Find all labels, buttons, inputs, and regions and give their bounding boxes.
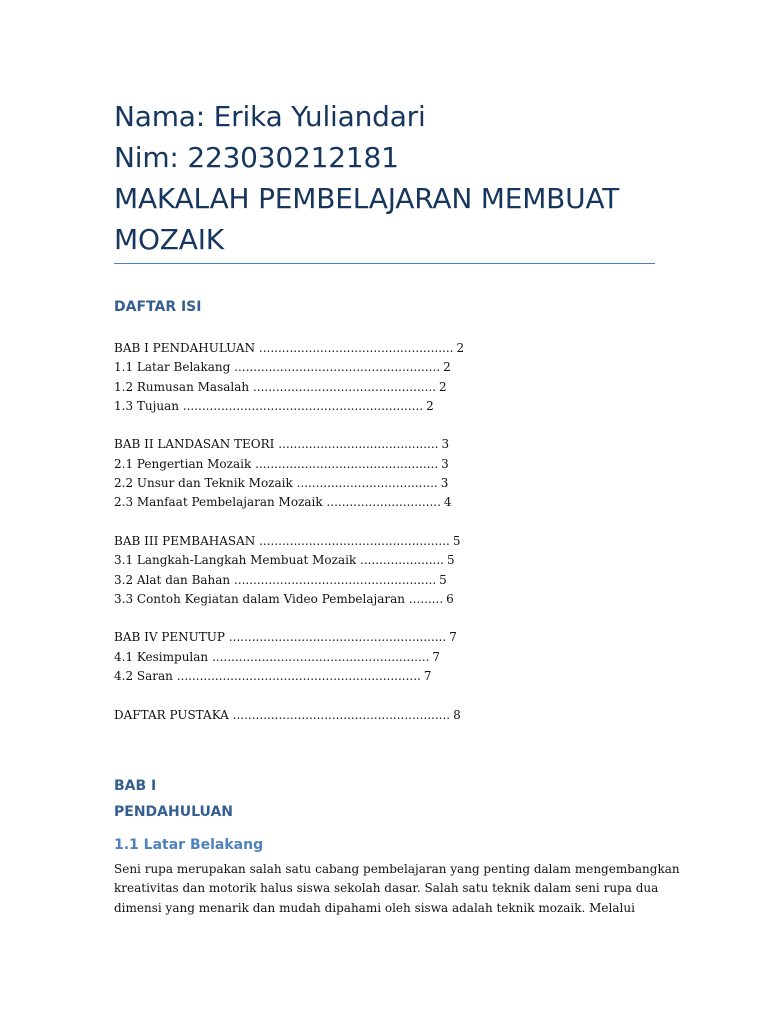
toc-entry[interactable] [114, 435, 654, 454]
toc-group [114, 628, 654, 686]
toc-entry-page: 2 [443, 360, 451, 375]
toc-entry-page: 5 [452, 533, 461, 548]
toc-entry[interactable] [114, 493, 654, 512]
student-name: Nama: Erika Yuliandari [114, 100, 426, 133]
chapter-heading [114, 773, 233, 825]
toc-entry-label: BAB II LANDASAN TEORI [114, 437, 275, 452]
toc-entry-page: 3 [441, 437, 450, 452]
table-of-contents [114, 339, 654, 744]
toc-entry-label: 3.3 Contoh Kegiatan dalam Video Pembelajaran [114, 591, 405, 606]
toc-entry-label: BAB I PENDAHULUAN [114, 341, 256, 355]
toc-entry-leader: ...................................................... [234, 360, 441, 375]
chapter-number: BAB I [114, 778, 157, 794]
toc-entry-label: 3.1 Langkah-Langkah Membuat Mozaik [114, 553, 357, 568]
toc-entry-leader: ......... [408, 591, 444, 606]
toc-entry-leader: .......................................... [278, 437, 439, 452]
toc-entry-label: 1.2 Rumusan Masalah [114, 379, 250, 394]
toc-entry[interactable] [114, 628, 654, 647]
toc-entry-leader: ......................................................... [228, 630, 447, 645]
toc-entry[interactable] [114, 378, 654, 397]
document-title-block [114, 96, 674, 260]
toc-entry-leader: ..................................... [296, 476, 438, 491]
title-underline [114, 263, 655, 264]
toc-entry[interactable] [114, 397, 654, 416]
toc-entry-leader: .............................. [326, 495, 441, 510]
toc-entry-leader: ...................... [360, 553, 444, 568]
toc-entry-leader: .................................................. [259, 533, 450, 548]
toc-entry[interactable] [114, 339, 654, 358]
toc-heading: DAFTAR ISI [114, 299, 202, 315]
toc-entry[interactable] [114, 455, 654, 474]
toc-group [114, 435, 654, 512]
toc-entry-leader: ................................................................ [176, 669, 421, 684]
toc-group [114, 532, 654, 609]
paragraph-line: kreativitas dan motorik halus siswa sekolah dasar. Salah satu teknik dalam seni rupa dua [114, 881, 659, 896]
student-nim: Nim: 223030212181 [114, 141, 399, 174]
toc-entry-leader: ............................................................... [182, 398, 424, 413]
toc-group [114, 339, 654, 416]
toc-entry-page: 2 [426, 398, 434, 413]
toc-entry-label: 2.2 Unsur dan Teknik Mozaik [114, 476, 293, 491]
toc-entry[interactable] [114, 532, 654, 551]
toc-entry-label: 4.1 Kesimpulan [114, 649, 209, 664]
toc-entry-leader: ..................................................... [233, 572, 437, 587]
toc-entry-page: 4 [443, 495, 452, 510]
toc-entry-label: 3.2 Alat dan Bahan [114, 572, 231, 587]
toc-entry[interactable] [114, 551, 654, 570]
toc-entry-leader: ......................................................... [232, 707, 451, 722]
toc-group [114, 706, 654, 725]
toc-entry-page: 5 [439, 572, 447, 587]
chapter-title: PENDAHULUAN [114, 804, 233, 820]
toc-entry-page: 3 [441, 456, 449, 471]
toc-entry[interactable] [114, 590, 654, 609]
toc-entry-label: 1.3 Tujuan [114, 398, 179, 413]
toc-entry[interactable] [114, 571, 654, 590]
toc-entry[interactable] [114, 667, 654, 686]
toc-entry[interactable] [114, 706, 654, 725]
toc-entry-label: 2.3 Manfaat Pembelajaran Mozaik [114, 495, 323, 510]
toc-entry[interactable] [114, 474, 654, 493]
paragraph-line: dimensi yang menarik dan mudah dipahami oleh siswa adalah teknik mozaik. Melalui [114, 900, 635, 915]
toc-entry-page: 7 [423, 669, 432, 684]
toc-entry-label: 2.1 Pengertian Mozaik [114, 456, 252, 471]
toc-entry-label: 4.2 Saran [114, 669, 173, 684]
toc-entry-label: 1.1 Latar Belakang [114, 360, 231, 375]
section-paragraph [114, 860, 680, 918]
toc-entry-leader: ................................................ [255, 456, 439, 471]
toc-entry-leader: ................................................ [252, 379, 437, 394]
toc-entry-page: 7 [449, 630, 457, 645]
toc-entry-page: 2 [439, 379, 447, 394]
toc-entry-page: 8 [453, 707, 461, 722]
toc-entry-label: BAB III PEMBAHASAN [114, 533, 256, 548]
paper-title-line-1: MAKALAH PEMBELAJARAN MEMBUAT [114, 182, 620, 215]
toc-entry-page: 2 [456, 341, 465, 355]
toc-entry-page: 7 [432, 649, 441, 664]
toc-entry-label: BAB IV PENUTUP [114, 630, 225, 645]
toc-entry-page: 6 [446, 591, 454, 606]
toc-entry[interactable] [114, 648, 654, 667]
paragraph-line: Seni rupa merupakan salah satu cabang pembelajaran yang penting dalam mengembangkan [114, 862, 680, 876]
toc-entry-leader: ......................................................... [211, 649, 430, 664]
toc-entry[interactable] [114, 358, 654, 377]
toc-entry-label: DAFTAR PUSTAKA [114, 707, 229, 722]
toc-entry-leader: ................................................... [258, 341, 454, 355]
paper-title-line-2: MOZAIK [114, 223, 224, 256]
toc-entry-page: 3 [440, 476, 449, 491]
section-heading: 1.1 Latar Belakang [114, 837, 264, 853]
toc-entry-page: 5 [446, 553, 455, 568]
